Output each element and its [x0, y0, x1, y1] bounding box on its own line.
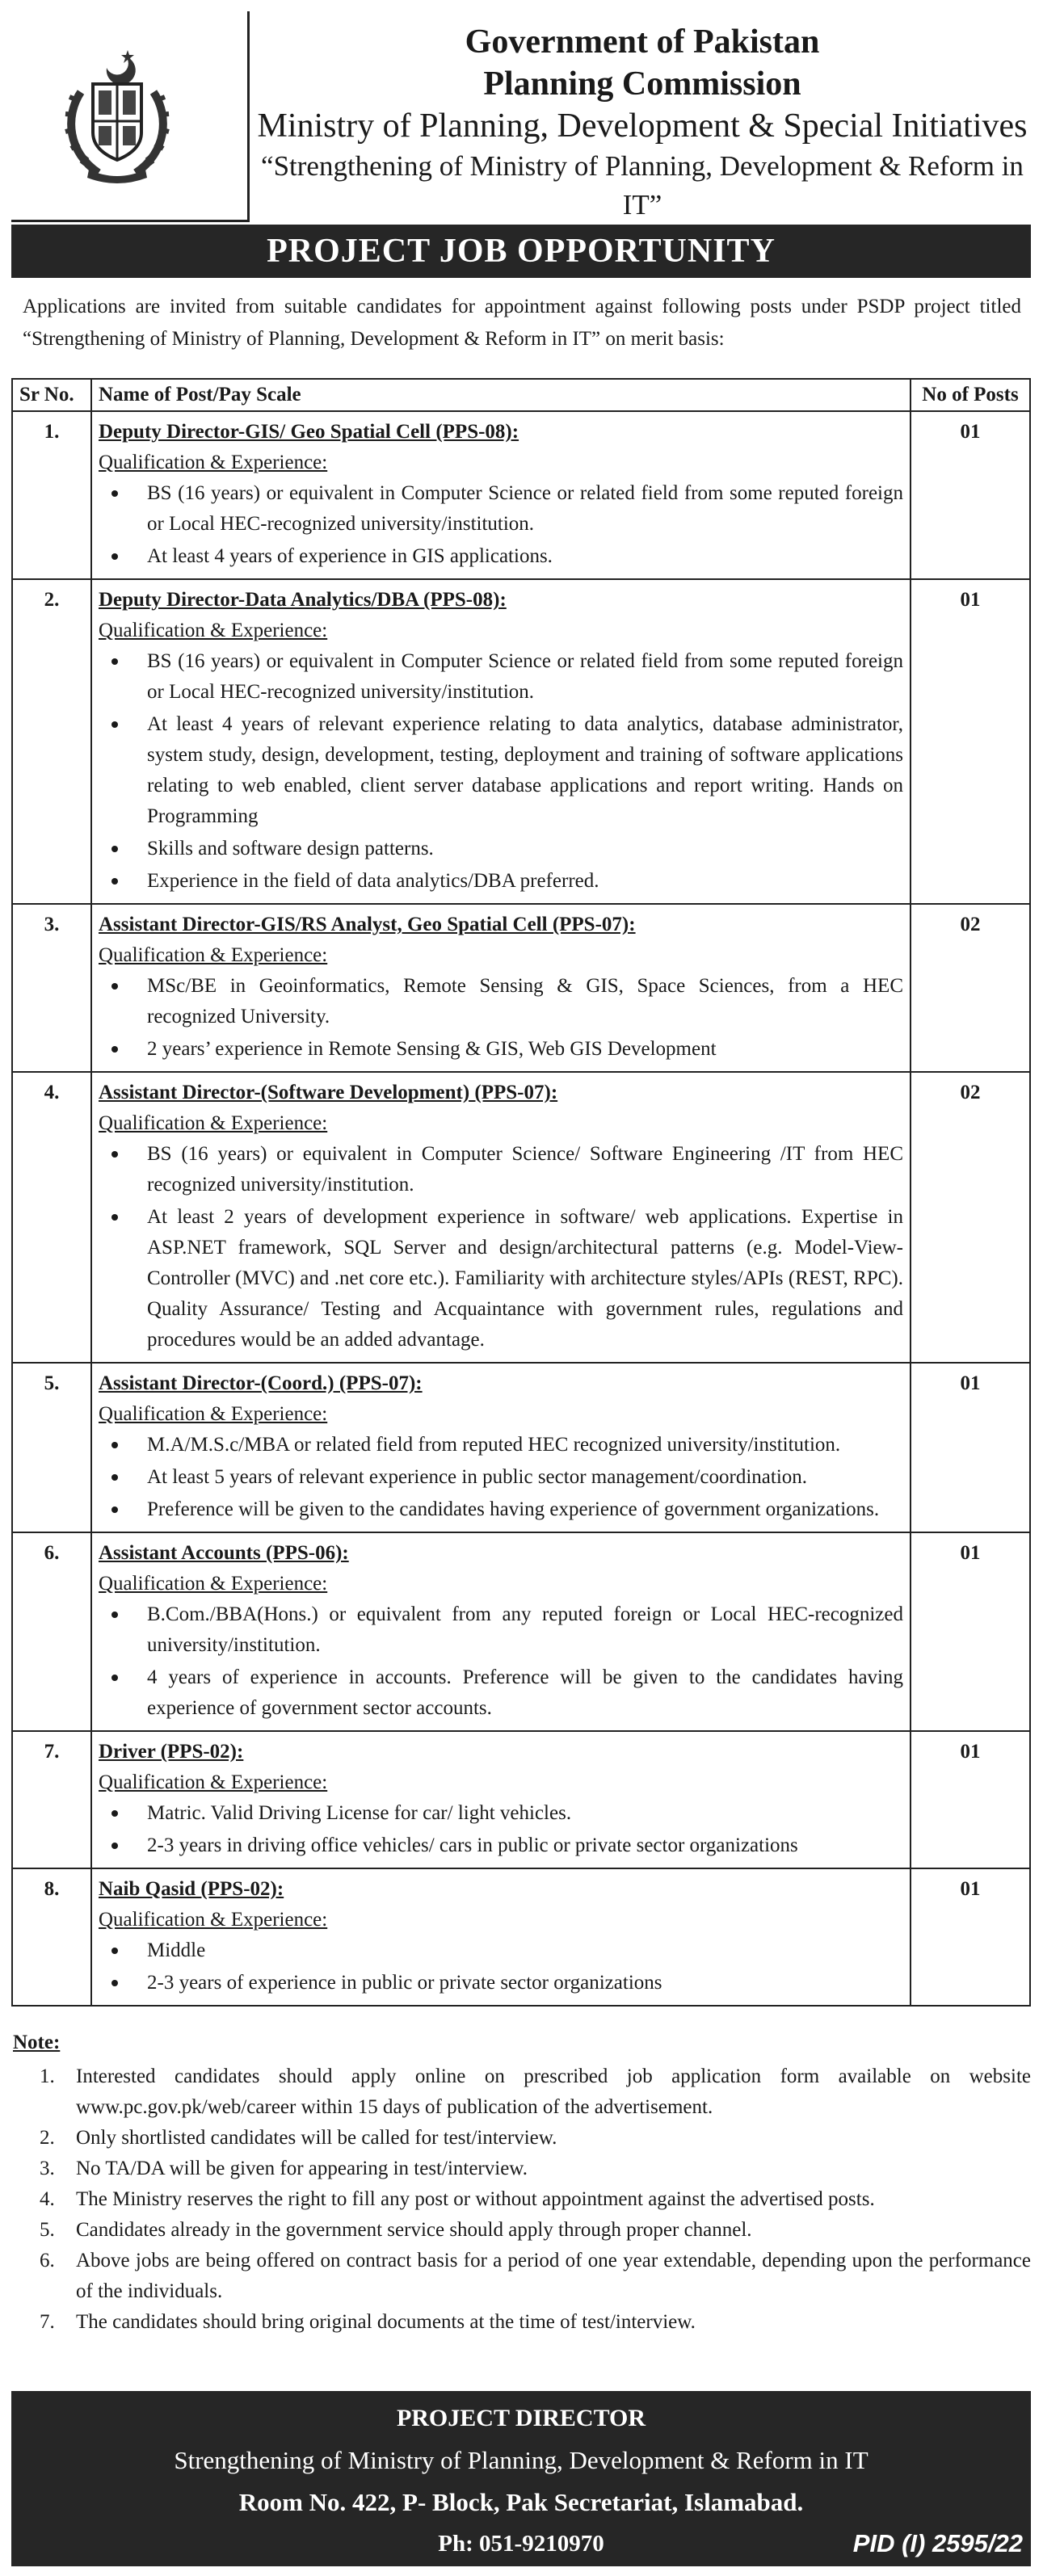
- project-title: “Strengthening of Ministry of Planning, Development & Reform in IT”: [261, 150, 1024, 221]
- list-item: 4. The Ministry reserves the right to fill any post or without appointment against the advertised posts.: [60, 2184, 1031, 2215]
- list-item: 3. No TA/DA will be given for appearing in test/interview.: [60, 2154, 1031, 2184]
- sr-no: 2.: [12, 579, 91, 904]
- list-item: Experience in the field of data analytics/DBA preferred.: [147, 866, 903, 897]
- notes-heading: Note:: [13, 2032, 61, 2053]
- commission-title: Planning Commission: [483, 65, 801, 103]
- intro-paragraph: Applications are invited from suitable candidates for appointment against following posts under PSDP project titled “Strengthening of Ministry of Planning, Development & Reform in IT” on merit basis:: [23, 296, 1021, 350]
- no-of-posts: 01: [911, 1532, 1030, 1731]
- no-of-posts: 02: [911, 1072, 1030, 1363]
- list-item: 7. The candidates should bring original documents at the time of test/interview.: [60, 2307, 1031, 2338]
- qualification-label: Qualification & Experience:: [99, 944, 328, 966]
- post-cell: [91, 904, 911, 1072]
- list-item: BS (16 years) or equivalent in Computer Science/ Software Engineering /IT from HEC recognized university/institution.: [147, 1139, 903, 1200]
- post-cell: [91, 579, 911, 904]
- post-title: Assistant Director-GIS/RS Analyst, Geo Spatial Cell (PPS-07):: [99, 914, 636, 935]
- post-cell: [91, 1532, 911, 1731]
- requirements-list: [99, 1430, 903, 1525]
- footer-phone: Ph: 051-9210970: [438, 2531, 604, 2557]
- emblem-box: [11, 11, 250, 222]
- table-row: [12, 411, 1030, 579]
- table-row: [12, 1072, 1030, 1363]
- list-item: At least 5 years of relevant experience in public sector management/coordination.: [147, 1462, 903, 1493]
- posts-table: [11, 378, 1031, 2007]
- requirements-list: [99, 478, 903, 572]
- header-post-name: Name of Post/Pay Scale: [91, 379, 911, 411]
- qualification-label: Qualification & Experience:: [99, 1573, 328, 1595]
- list-item: 2. Only shortlisted candidates will be called for test/interview.: [60, 2123, 1031, 2154]
- table-row: [12, 579, 1030, 904]
- ministry-title: Ministry of Planning, Development & Special Initiatives: [257, 107, 1028, 145]
- table-row: [12, 1731, 1030, 1868]
- table-row: [12, 1532, 1030, 1731]
- list-item: 2-3 years in driving office vehicles/ cars in public or private sector organizations: [147, 1830, 903, 1861]
- requirements-list: [99, 646, 903, 897]
- pid-number: PID (I) 2595/22: [852, 2529, 1023, 2557]
- state-emblem-icon: [57, 44, 178, 185]
- no-of-posts: 01: [911, 1731, 1030, 1868]
- sr-no: 4.: [12, 1072, 91, 1363]
- footer-address: Room No. 422, P- Block, Pak Secretariat, Islamabad.: [238, 2488, 804, 2516]
- list-item: Middle: [147, 1935, 903, 1966]
- header: [11, 11, 1031, 223]
- list-item: Preference will be given to the candidates having experience of government organizations.: [147, 1494, 903, 1525]
- sr-no: 5.: [12, 1363, 91, 1532]
- post-title: Assistant Accounts (PPS-06):: [99, 1542, 349, 1564]
- header-no-of-posts: No of Posts: [911, 379, 1030, 411]
- sr-no: 1.: [12, 411, 91, 579]
- list-item: At least 4 years of experience in GIS applications.: [147, 541, 903, 572]
- list-item: 1. Interested candidates should apply online on prescribed job application form available on website www.pc.gov.pk/web/career within 15 days of publication of the advertisement.: [60, 2061, 1031, 2123]
- header-sr-no: Sr No.: [12, 379, 91, 411]
- sr-no: 3.: [12, 904, 91, 1072]
- qualification-label: Qualification & Experience:: [99, 1112, 328, 1134]
- government-title: Government of Pakistan: [465, 23, 820, 61]
- list-item: At least 2 years of development experience in software/ web applications. Expertise in ASP.NET framework, SQL Server and design/architectural patterns (e.g. Model-View-Controller (MVC) and .net core etc.). Familiarity with architecture styles/APIs (REST, RPC). Quality Assurance/ Testing and Acquaintance with government rules, regulations and procedures would be an added advantage.: [147, 1202, 903, 1355]
- notes-section: [11, 2028, 1031, 2338]
- qualification-label: Qualification & Experience:: [99, 620, 328, 641]
- no-of-posts: 01: [911, 411, 1030, 579]
- footer: [11, 2391, 1031, 2566]
- table-row: [12, 904, 1030, 1072]
- qualification-label: Qualification & Experience:: [99, 1909, 328, 1931]
- post-title: Assistant Director-(Software Development) (PPS-07):: [99, 1082, 558, 1103]
- list-item: M.A/M.S.c/MBA or related field from reputed HEC recognized university/institution.: [147, 1430, 903, 1460]
- list-item: 6. Above jobs are being offered on contract basis for a period of one year extendable, depending upon the performance of the individuals.: [60, 2246, 1031, 2307]
- header-text: [254, 21, 1031, 225]
- no-of-posts: 02: [911, 904, 1030, 1072]
- qualification-label: Qualification & Experience:: [99, 1771, 328, 1793]
- page-title: PROJECT JOB OPPORTUNITY: [11, 225, 1031, 278]
- requirements-list: [99, 1798, 903, 1861]
- requirements-list: [99, 971, 903, 1065]
- notes-list: [11, 2061, 1031, 2338]
- requirements-list: [99, 1599, 903, 1724]
- list-item: 5. Candidates already in the government service should apply through proper channel.: [60, 2215, 1031, 2246]
- post-title: Deputy Director-GIS/ Geo Spatial Cell (PPS-08):: [99, 421, 519, 443]
- post-title: Deputy Director-Data Analytics/DBA (PPS-08):: [99, 589, 507, 611]
- no-of-posts: 01: [911, 1868, 1030, 2006]
- list-item: 4 years of experience in accounts. Preference will be given to the candidates having experience of government sector accounts.: [147, 1662, 903, 1724]
- sr-no: 7.: [12, 1731, 91, 1868]
- list-item: Matric. Valid Driving License for car/ light vehicles.: [147, 1798, 903, 1829]
- list-item: At least 4 years of relevant experience relating to data analytics, database administrator, system study, design, development, testing, deployment and training of software applications relating to web enabled, client server database applications and report writing. Hands on Programming: [147, 709, 903, 832]
- table-header-row: [12, 379, 1030, 411]
- requirements-list: [99, 1139, 903, 1355]
- post-cell: [91, 411, 911, 579]
- qualification-label: Qualification & Experience:: [99, 452, 328, 473]
- requirements-list: [99, 1935, 903, 1998]
- list-item: Skills and software design patterns.: [147, 834, 903, 864]
- list-item: B.Com./BBA(Hons.) or equivalent from any reputed foreign or Local HEC-recognized university/institution.: [147, 1599, 903, 1661]
- no-of-posts: 01: [911, 579, 1030, 904]
- table-row: [12, 1868, 1030, 2006]
- post-cell: [91, 1868, 911, 2006]
- post-title: Naib Qasid (PPS-02):: [99, 1878, 284, 1900]
- footer-project: Strengthening of Ministry of Planning, Development & Reform in IT: [174, 2446, 868, 2474]
- list-item: MSc/BE in Geoinformatics, Remote Sensing & GIS, Space Sciences, from a HEC recognized University.: [147, 971, 903, 1032]
- sr-no: 6.: [12, 1532, 91, 1731]
- list-item: 2-3 years of experience in public or private sector organizations: [147, 1968, 903, 1998]
- post-title: Driver (PPS-02):: [99, 1741, 244, 1763]
- qualification-label: Qualification & Experience:: [99, 1403, 328, 1425]
- table-row: [12, 1363, 1030, 1532]
- sr-no: 8.: [12, 1868, 91, 2006]
- list-item: BS (16 years) or equivalent in Computer Science or related field from some reputed foreign or Local HEC-recognized university/institution.: [147, 478, 903, 540]
- no-of-posts: 01: [911, 1363, 1030, 1532]
- post-title: Assistant Director-(Coord.) (PPS-07):: [99, 1372, 423, 1394]
- post-cell: [91, 1731, 911, 1868]
- post-cell: [91, 1072, 911, 1363]
- list-item: 2 years’ experience in Remote Sensing & GIS, Web GIS Development: [147, 1034, 903, 1065]
- post-cell: [91, 1363, 911, 1532]
- list-item: BS (16 years) or equivalent in Computer Science or related field from some reputed foreign or Local HEC-recognized university/institution.: [147, 646, 903, 708]
- footer-designation: PROJECT DIRECTOR: [396, 2405, 646, 2431]
